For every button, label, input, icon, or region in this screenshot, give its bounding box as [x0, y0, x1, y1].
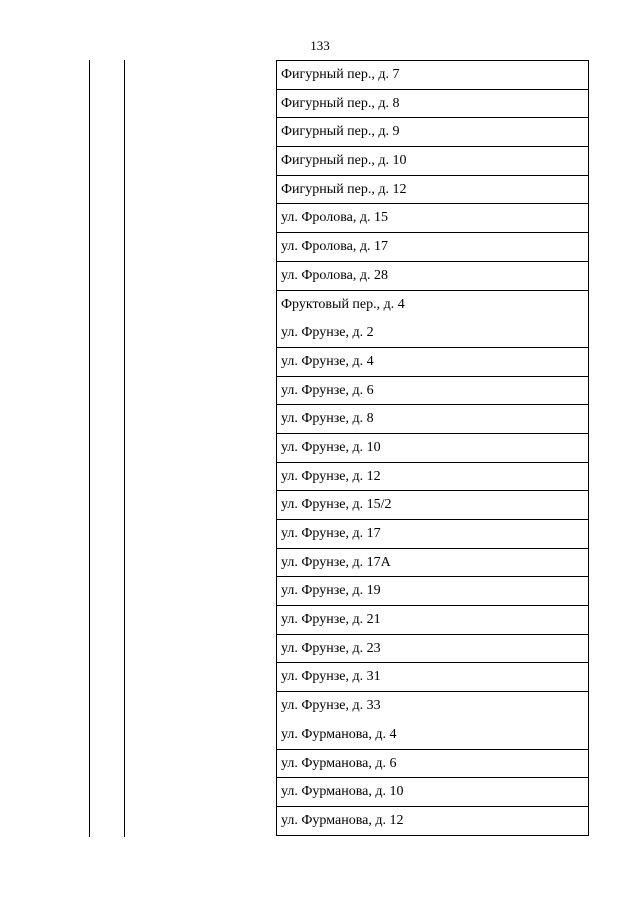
address-row: ул. Фрунзе, д. 21	[277, 606, 588, 635]
address-row: ул. Фролова, д. 28	[277, 262, 588, 291]
table-column-border-left	[89, 60, 90, 837]
address-row: Фруктовый пер., д. 4	[281, 296, 405, 312]
address-row: ул. Фрунзе, д. 10	[277, 434, 588, 463]
address-table	[276, 60, 589, 836]
address-row: ул. Фурманова, д. 4	[277, 721, 588, 750]
address-row: ул. Фурманова, д. 6	[277, 750, 588, 779]
address-row: Фигурный пер., д. 8	[277, 90, 588, 119]
address-row: ул. Фролова, д. 15	[277, 204, 588, 233]
address-row: ул. Фрунзе, д. 17А	[277, 549, 588, 578]
address-row: ул. Фурманова, д. 10	[277, 778, 588, 807]
table-column-border-middle	[124, 60, 125, 837]
address-row: ул. Фрунзе, д. 12	[277, 463, 588, 492]
address-row: ул. Фрунзе, д. 23	[277, 635, 588, 664]
address-row: ул. Фрунзе, д. 15/2	[277, 491, 588, 520]
address-row: ул. Фрунзе, д. 17	[277, 520, 588, 549]
address-row: Фигурный пер., д. 7	[277, 61, 588, 90]
address-row: ул. Фрунзе, д. 8	[277, 405, 588, 434]
address-row: ул. Фрунзе, д. 31	[277, 663, 588, 692]
address-row: ул. Фрунзе, д. 33	[281, 698, 381, 714]
address-row: ул. Фурманова, д. 12	[277, 807, 588, 836]
address-row: ул. Фрунзе, д. 2	[277, 319, 588, 348]
address-row: Фигурный пер., д. 10	[277, 147, 588, 176]
address-row: Фигурный пер., д. 12	[277, 176, 588, 205]
address-row: ул. Фрунзе, д. 19	[277, 577, 588, 606]
address-row: Фигурный пер., д. 9	[277, 118, 588, 147]
address-row: ул. Фрунзе, д. 6	[277, 377, 588, 406]
address-row: ул. Фрунзе, д. 4	[277, 348, 588, 377]
address-row: ул. Фролова, д. 17	[277, 233, 588, 262]
page-number: 133	[310, 38, 330, 53]
